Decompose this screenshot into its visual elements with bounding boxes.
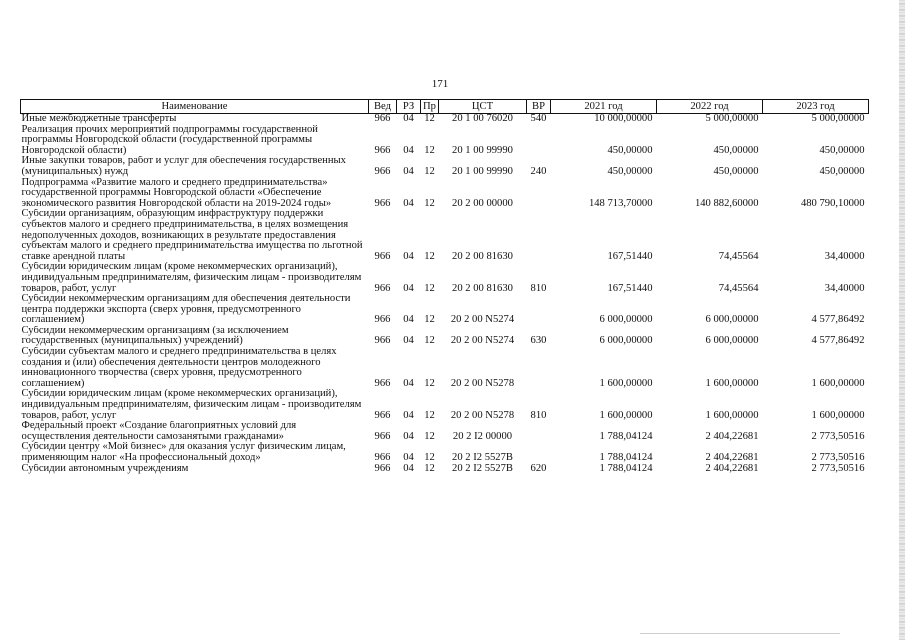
cell-cst: 20 2 00 N5278 (450, 409, 515, 421)
cell-y2021: 167,51440 (607, 282, 653, 294)
cell-vr: 620 (530, 463, 547, 474)
cell-name: Субсидии некоммерческим организациям для обеспечения деятельности центра поддержки экспорта (сверх уровня, предусмотренного соглашением) (21, 294, 351, 326)
cell-rz: 04 (403, 144, 414, 156)
cell-pr: 12 (424, 165, 435, 177)
cell-y2022: 450,00000 (713, 144, 759, 156)
cell-name: Субсидии автономным учреждениям (21, 463, 189, 474)
header-2021: 2021 год (551, 100, 657, 114)
cell-y2023: 34,40000 (824, 250, 865, 262)
cell-rz: 04 (403, 377, 414, 389)
cell-y2023: 4 577,86492 (811, 335, 865, 347)
cell-pr: 12 (424, 409, 435, 421)
cell-y2022: 74,45564 (718, 250, 759, 262)
cell-ved: 966 (374, 113, 391, 124)
cell-y2023: 34,40000 (824, 282, 865, 294)
cell-y2021: 167,51440 (607, 250, 653, 262)
cell-name: Субсидии юридическим лицам (кроме некоммерческих организаций), индивидуальным предпринимателям, физическим лицам - производителям товаров, работ, услуг (21, 389, 362, 421)
cell-ved: 966 (374, 250, 391, 262)
cell-vr (527, 347, 551, 389)
header-pr: Пр (421, 100, 439, 114)
cell-vr: 540 (530, 113, 547, 124)
cell-ved: 966 (374, 452, 391, 463)
cell-ved: 966 (374, 409, 391, 421)
cell-y2021: 148 713,70000 (588, 197, 653, 209)
cell-rz: 04 (403, 335, 414, 347)
cell-cst: 20 1 00 99990 (452, 144, 513, 156)
cell-vr: 810 (530, 409, 547, 421)
cell-cst: 20 2 00 81630 (452, 282, 513, 294)
cell-y2021: 450,00000 (607, 165, 653, 177)
cell-cst: 20 2 00 81630 (452, 250, 513, 262)
table-row (21, 326, 869, 347)
cell-rz: 04 (403, 452, 414, 463)
cell-cst: 20 1 00 99990 (452, 165, 513, 177)
cell-y2023: 2 773,50516 (811, 463, 865, 474)
cell-y2022: 1 600,00000 (705, 377, 759, 389)
cell-y2022: 140 882,60000 (694, 197, 759, 209)
cell-y2022: 1 600,00000 (705, 409, 759, 421)
cell-rz: 04 (403, 282, 414, 294)
cell-y2021: 6 000,00000 (599, 335, 653, 347)
header-cst: ЦСТ (439, 100, 527, 114)
cell-pr: 12 (424, 463, 435, 474)
cell-y2023: 1 600,00000 (811, 409, 865, 421)
cell-pr: 12 (424, 197, 435, 209)
cell-ved: 966 (374, 377, 391, 389)
cell-y2023: 4 577,86492 (811, 314, 865, 326)
table-row (21, 178, 869, 210)
table-row (21, 347, 869, 389)
cell-y2023: 450,00000 (819, 144, 865, 156)
cell-cst: 20 2 00 N5274 (450, 335, 515, 347)
cell-name: Реализация прочих мероприятий подпрограммы государственной программы Новгородской области (государственной программы Новгородской области) (21, 124, 318, 156)
cell-ved: 966 (374, 430, 391, 442)
cell-ved: 966 (374, 335, 391, 347)
cell-y2022: 2 404,22681 (705, 463, 759, 474)
cell-name: Подпрограмма «Развитие малого и среднего предпринимательства» государственной программы Новгородской области «Обеспечение экономического развития Новгородской области на 2019-2024 годы» (21, 177, 332, 209)
cell-vr (527, 442, 551, 463)
cell-vr (527, 125, 551, 157)
table-row (21, 262, 869, 294)
header-ved: Вед (369, 100, 397, 114)
cell-pr: 12 (424, 335, 435, 347)
cell-name: Субсидии юридическим лицам (кроме некоммерческих организаций), индивидуальным предпринимателям, физическим лицам - производителям товаров, работ, услуг (21, 262, 362, 294)
cell-name: Субсидии субъектам малого и среднего предпринимательства в целях создания и (или) обеспечения деятельности центров молодежного инновационного творчества (сверх уровня, предусмотренного соглашением) (21, 347, 337, 389)
cell-rz: 04 (403, 113, 414, 124)
cell-name: Иные закупки товаров, работ и услуг для обеспечения государственных (муниципальных) нужд (21, 156, 346, 177)
table-row (21, 389, 869, 421)
cell-cst: 20 2 I2 5527B (452, 463, 513, 474)
cell-name: Субсидии организациям, образующим инфраструктуру поддержки субъектов малого и среднего предпринимательства, в целях возмещения недополученных доходов, возникающих в результате предоставления субъектам малого и среднего предпринимательства имущества по льготной ставке арендной платы (21, 209, 363, 262)
table-header-row (21, 100, 869, 114)
cell-pr: 12 (424, 250, 435, 262)
cell-rz: 04 (403, 165, 414, 177)
cell-y2023: 2 773,50516 (811, 452, 865, 463)
cell-vr (527, 178, 551, 210)
cell-y2021: 1 600,00000 (599, 409, 653, 421)
cell-vr: 810 (530, 282, 547, 294)
cell-y2021: 6 000,00000 (599, 314, 653, 326)
cell-cst: 20 2 00 N5274 (450, 314, 515, 326)
cell-cst: 20 2 00 N5278 (450, 377, 515, 389)
cell-ved: 966 (374, 144, 391, 156)
cell-y2022: 6 000,00000 (705, 335, 759, 347)
table-row (21, 209, 869, 262)
cell-pr: 12 (424, 113, 435, 124)
table-row (21, 294, 869, 326)
cell-y2021: 1 600,00000 (599, 377, 653, 389)
cell-name: Федеральный проект «Создание благоприятных условий для осуществления деятельности самозанятыми гражданами» (21, 421, 297, 442)
cell-rz: 04 (403, 250, 414, 262)
table-row (21, 442, 869, 463)
cell-cst: 20 2 00 00000 (452, 197, 513, 209)
cell-y2022: 6 000,00000 (705, 314, 759, 326)
cell-ved: 966 (374, 463, 391, 474)
cell-y2021: 1 788,04124 (599, 430, 653, 442)
cell-rz: 04 (403, 314, 414, 326)
header-2023: 2023 год (763, 100, 869, 114)
table-row (21, 156, 869, 177)
footer-line (640, 633, 840, 634)
cell-pr: 12 (424, 282, 435, 294)
cell-y2022: 2 404,22681 (705, 452, 759, 463)
cell-name: Субсидии центру «Мой бизнес» для оказания услуг физическим лицам, применяющим налог «На профессиональный доход» (21, 442, 346, 463)
cell-cst: 20 1 00 76020 (452, 113, 513, 124)
header-vr: ВР (527, 100, 551, 114)
cell-y2021: 10 000,00000 (594, 113, 653, 124)
cell-y2022: 450,00000 (713, 165, 759, 177)
scan-edge (899, 0, 905, 640)
cell-ved: 966 (374, 197, 391, 209)
table-row (21, 421, 869, 442)
cell-rz: 04 (403, 197, 414, 209)
cell-rz: 04 (403, 430, 414, 442)
cell-ved: 966 (374, 165, 391, 177)
cell-y2021: 1 788,04124 (599, 463, 653, 474)
cell-ved: 966 (374, 282, 391, 294)
cell-rz: 04 (403, 409, 414, 421)
cell-vr (527, 421, 551, 442)
cell-pr: 12 (424, 144, 435, 156)
cell-y2022: 2 404,22681 (705, 430, 759, 442)
cell-vr: 240 (530, 165, 547, 177)
cell-y2023: 480 790,10000 (800, 197, 865, 209)
cell-vr (527, 294, 551, 326)
cell-y2023: 5 000,00000 (811, 113, 865, 124)
cell-name: Иные межбюджетные трансферты (21, 113, 177, 124)
cell-cst: 20 2 I2 00000 (452, 430, 513, 442)
cell-vr (527, 209, 551, 262)
cell-y2022: 74,45564 (718, 282, 759, 294)
cell-pr: 12 (424, 314, 435, 326)
cell-y2023: 2 773,50516 (811, 430, 865, 442)
cell-ved: 966 (374, 314, 391, 326)
cell-pr: 12 (424, 452, 435, 463)
header-name: Наименование (21, 100, 369, 114)
table-row (21, 125, 869, 157)
table-row (21, 464, 869, 475)
cell-y2023: 450,00000 (819, 165, 865, 177)
table-row (21, 114, 869, 125)
cell-vr: 630 (530, 335, 547, 347)
header-2022: 2022 год (657, 100, 763, 114)
cell-y2022: 5 000,00000 (705, 113, 759, 124)
cell-y2023: 1 600,00000 (811, 377, 865, 389)
table-body (21, 114, 869, 475)
cell-pr: 12 (424, 377, 435, 389)
page-number: 171 (431, 78, 449, 90)
cell-y2021: 1 788,04124 (599, 452, 653, 463)
cell-pr: 12 (424, 430, 435, 442)
header-rz: РЗ (397, 100, 421, 114)
cell-rz: 04 (403, 463, 414, 474)
cell-cst: 20 2 I2 5527B (452, 452, 513, 463)
budget-table (20, 99, 869, 474)
cell-name: Субсидии некоммерческим организациям (за исключением государственных (муниципальных) учреждений) (21, 325, 289, 347)
cell-y2021: 450,00000 (607, 144, 653, 156)
